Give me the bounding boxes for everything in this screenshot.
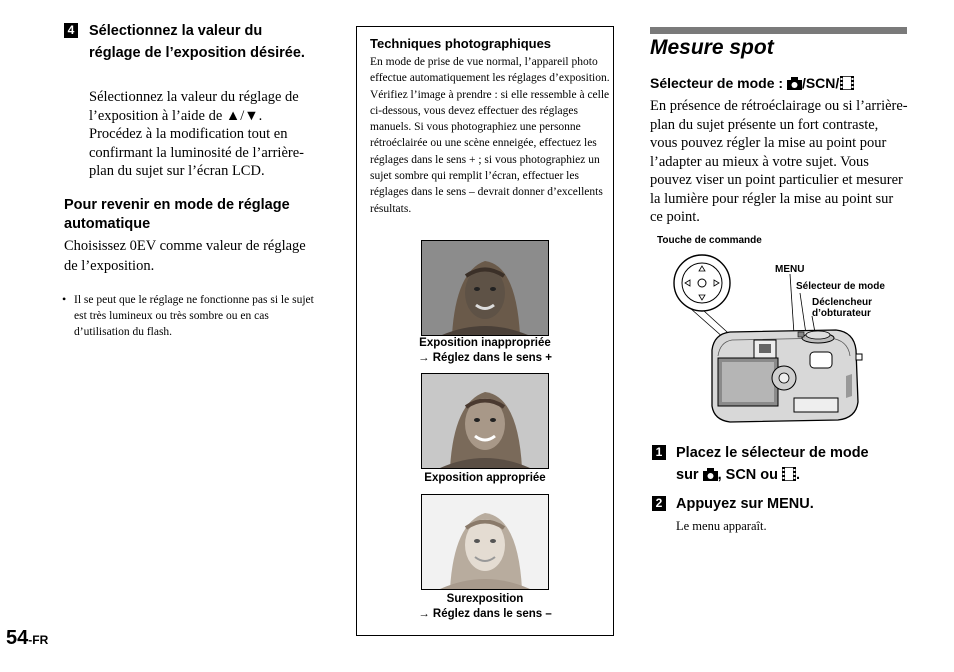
page-number-main: 54: [6, 627, 29, 649]
section-title: Mesure spot: [650, 36, 774, 59]
step-2-body: Le menu apparaît.: [676, 519, 767, 533]
section-title-rule: [650, 27, 907, 34]
label-mode-selector: Sélecteur de mode: [796, 281, 885, 292]
mode-selector-prefix: Sélecteur de mode :: [650, 75, 787, 91]
step-number-1: 1: [652, 445, 666, 460]
step-1-period: .: [796, 467, 801, 483]
photo-underexposed: [421, 240, 549, 336]
photo-correct: [421, 373, 549, 469]
label-shutter-2: d’obturateur: [812, 308, 871, 319]
page-number-suffix: -FR: [28, 633, 49, 647]
step-2-heading: Appuyez sur MENU.: [676, 496, 814, 512]
photo-3-caption-line2: → Réglez dans le sens –: [418, 608, 552, 620]
photo-1-caption-line1: Exposition inappropriée: [419, 337, 551, 349]
tips-body: En mode de prise de vue normal, l’appareil photo effectue automatiquement les réglages d’exposition. Vérifiez l’image à prendre : si elle ressemble à celle ci-dessous, vous devez effectuer des réglages manuels. Si vous photographiez une personne rétroéclairée ou une scène enneigée, effectuez les réglages dans le sens + ; si vous photographiez un sujet sombre qui remplit l’écran, effectuer les réglages dans le sens – devrait donner d’excellents résultats.: [370, 56, 610, 215]
camera-mode-icon: [703, 466, 718, 479]
label-shutter-1: Déclencheur: [812, 297, 873, 308]
mode-selector-line: [650, 74, 854, 92]
mode-selector-suffix: /SCN/: [801, 75, 840, 91]
intro-text: En présence de rétroéclairage ou si l’arrière-plan du sujet présente un fort contraste, vous pouvez régler la mise au point pour l’adapter au mieux à votre sujet. Vous pouvez viser un point particulier et mesurer la lumière pour régler la mise au point sur ce point.: [650, 98, 908, 225]
note-text: Il se peut que le réglage ne fonctionne pas si le sujet est très lumineux ou très sombre ou en cas d’utilisation du flash.: [74, 294, 314, 338]
revert-body: Choisissez 0EV comme valeur de réglage de l’exposition.: [64, 238, 306, 274]
revert-heading: Pour revenir en mode de réglage automatique: [64, 197, 290, 232]
photo-2-caption-line1: Exposition appropriée: [424, 472, 546, 484]
page-number: [6, 627, 48, 650]
step-1-scn: , SCN ou: [717, 467, 783, 483]
step-1-heading-line2: [676, 464, 800, 486]
movie-mode-icon: [840, 76, 854, 90]
step-4-body: Sélectionnez la valeur du réglage de l’exposition à l’aide de ▲/▼. Procédez à la modification tout en confirmant la luminosité de l’arrière-plan du sujet sur l’écran LCD.: [89, 89, 304, 179]
label-control-button: Touche de commande: [657, 235, 762, 246]
step-number-4: 4: [64, 23, 78, 38]
control-pad-zoom-icon: [674, 255, 730, 311]
photo-overexposed: [421, 494, 549, 590]
step-1-heading-line1: Placez le sélecteur de mode: [676, 445, 869, 461]
tips-box: [356, 26, 614, 636]
step-number-2: 2: [652, 496, 666, 511]
face-photo-normal-icon: [422, 374, 548, 468]
photo-1-caption-line2: → Réglez dans le sens +: [418, 352, 552, 364]
movie-mode-icon: [782, 466, 796, 480]
camera-body-icon: [712, 330, 862, 422]
photo-3-caption-line1: Surexposition: [446, 593, 524, 605]
step-4-heading: Sélectionnez la valeur du réglage de l’exposition désirée.: [89, 23, 305, 61]
tips-title: Techniques photographiques: [370, 36, 552, 51]
label-menu: MENU: [775, 264, 805, 275]
note-bullet: •: [62, 292, 67, 306]
step-1-sur: sur: [676, 467, 703, 483]
camera-mode-icon: [787, 76, 802, 89]
face-photo-dark-icon: [422, 241, 548, 335]
face-photo-bright-icon: [422, 495, 548, 589]
camera-diagram: [660, 246, 873, 434]
